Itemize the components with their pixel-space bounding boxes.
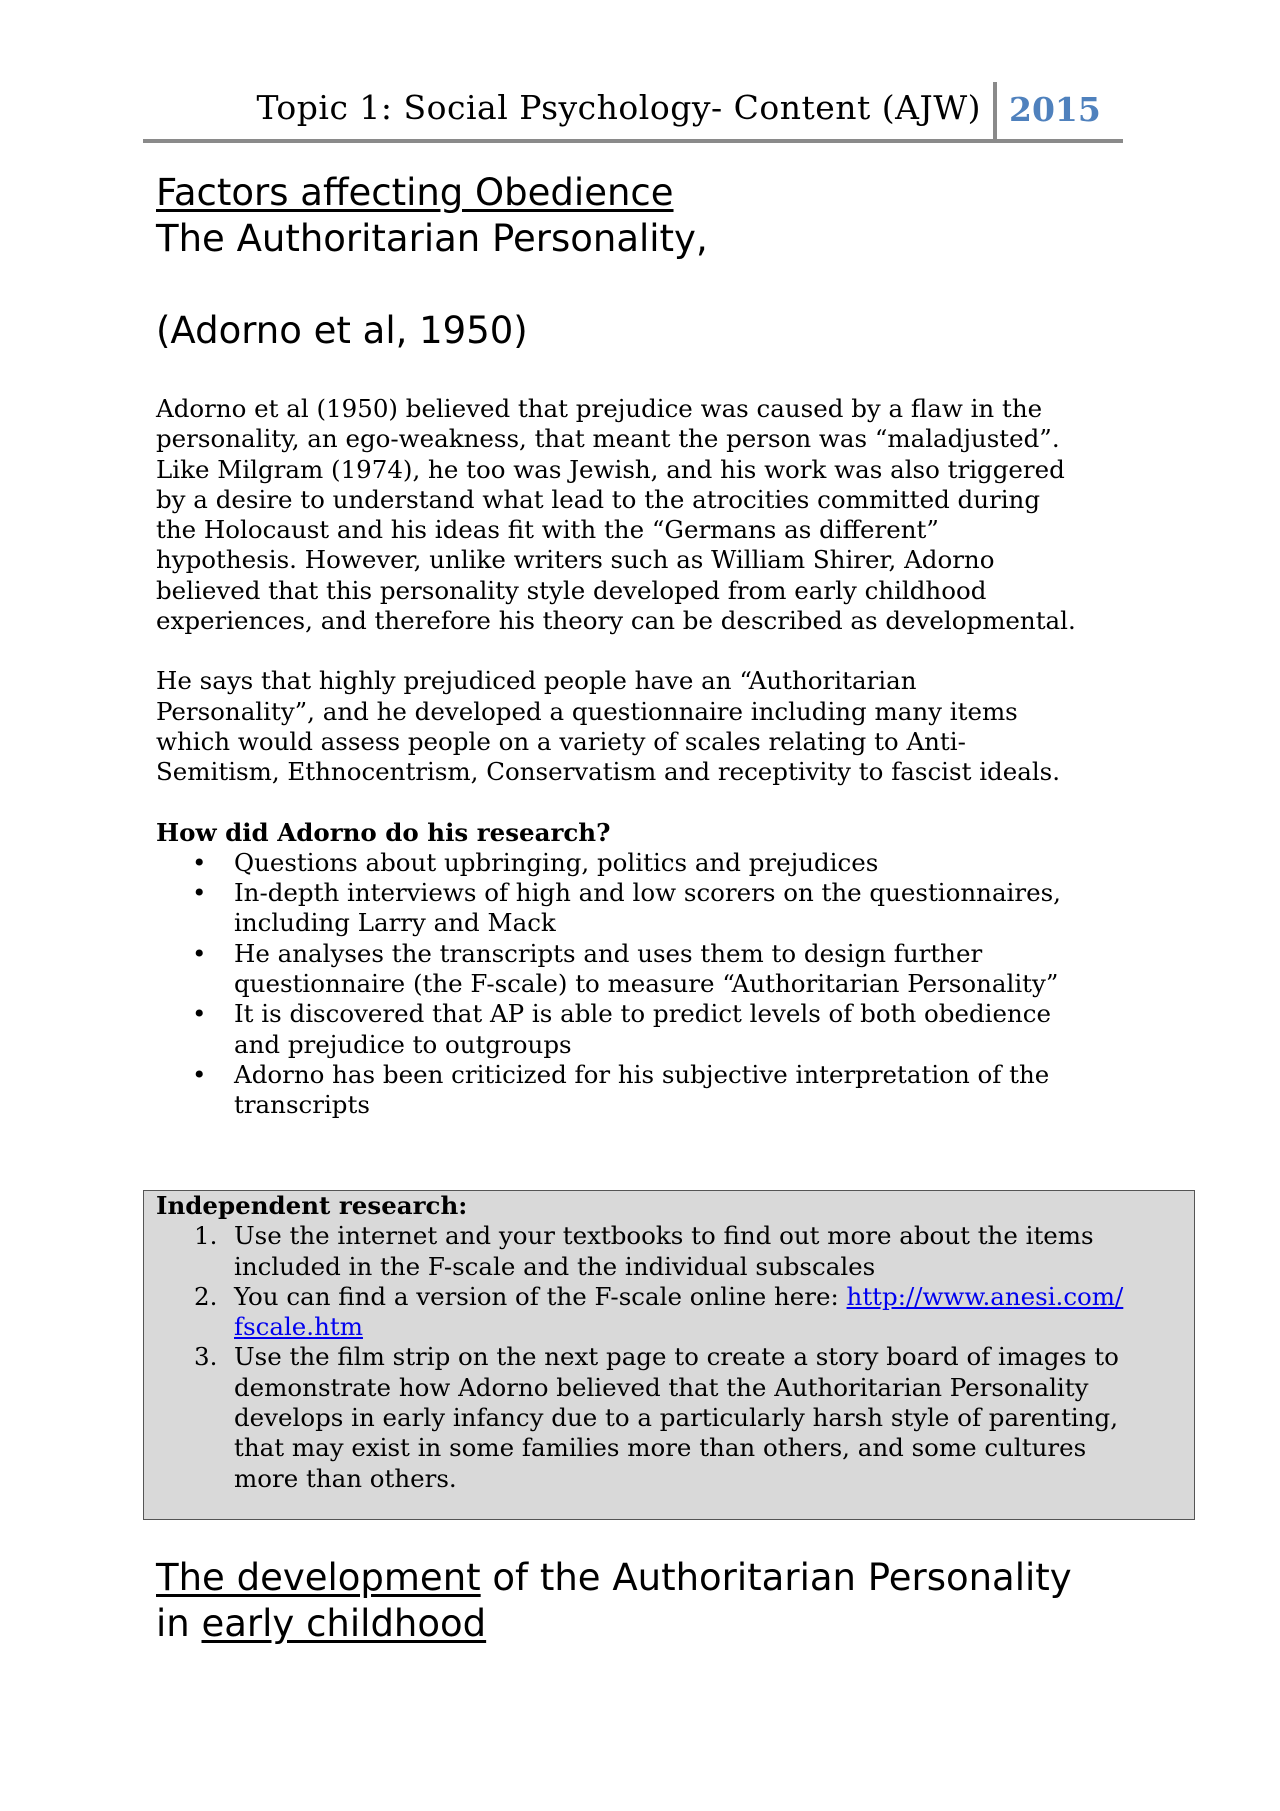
list-number: 1.	[194, 1221, 218, 1251]
list-number: 3.	[194, 1342, 218, 1372]
list-item: • Adorno has been criticized for his subjective interpretation of the transcripts	[192, 1059, 1050, 1120]
header-title: Topic 1: Social Psychology- Content (AJW)	[256, 88, 981, 127]
paragraph-line: believed that this personality style developed from early childhood	[156, 575, 987, 605]
independent-research-box	[143, 1190, 1195, 1520]
header-year: 2015	[1009, 90, 1101, 129]
heading-development-part4: early childhood	[201, 1602, 487, 1645]
bullet-icon: •	[192, 1059, 207, 1089]
heading-development-part1: The development	[156, 1556, 481, 1599]
paragraph-2	[156, 666, 1156, 787]
list-item: • In-depth interviews of high and low scorers on the questionnaires, including Larry and Mack	[192, 878, 1061, 938]
paragraph-line: the Holocaust and his ideas fit with the “Germans as different”	[156, 515, 939, 545]
main-content	[156, 170, 1156, 1121]
paragraph-line: experiences, and therefore his theory can be described as developmental.	[156, 606, 1076, 636]
independent-research-list	[156, 1221, 1186, 1494]
heading-authoritarian: The Authoritarian Personality,	[156, 217, 708, 260]
list-number: 2.	[194, 1281, 218, 1311]
bullet-icon: •	[192, 878, 207, 908]
header-divider	[993, 82, 997, 139]
heading-development-part2: of the Authoritarian Personality	[480, 1556, 1072, 1599]
list-item: • It is discovered that AP is able to predict levels of both obedience and prejudice to outgroups	[192, 999, 1051, 1059]
page-header	[143, 82, 1123, 142]
research-method-list	[156, 848, 1156, 1121]
paragraph-line: Like Milgram (1974), he too was Jewish, and his work was also triggered	[156, 454, 1065, 484]
bullet-icon: •	[192, 938, 207, 968]
paragraph-1	[156, 394, 1156, 636]
list-item: • Questions about upbringing, politics and prejudices	[192, 847, 879, 877]
heading-citation: (Adorno et al, 1950)	[156, 309, 528, 352]
fscale-link-continued[interactable]: fscale.htm	[234, 1312, 363, 1342]
header-rule	[143, 139, 1123, 143]
heading-factors: Factors affecting Obedience	[156, 171, 674, 214]
research-method-heading: How did Adorno do his research?	[156, 817, 611, 847]
list-item: 3. Use the film strip on the next page to create a story board of images to demonstrate how Adorno believed that the Authoritarian Personality develops in early infancy due to a particularly harsh style of parenting, that may exist in some families more than others, and some cultures more than others.	[194, 1342, 1119, 1493]
bullet-icon: •	[192, 999, 207, 1029]
list-item: • He analyses the transcripts and uses them to design further questionnaire (the F-scale) to measure “Authoritarian Personality”	[192, 938, 1059, 999]
paragraph-line: which would assess people on a variety of scales relating to Anti-	[156, 726, 966, 756]
independent-research-heading: Independent research:	[156, 1191, 468, 1220]
bullet-icon: •	[192, 847, 207, 877]
heading-development-part3: in	[156, 1602, 202, 1645]
paragraph-line: Personality”, and he developed a questionnaire including many items	[156, 696, 1018, 726]
list-item: 2. You can find a version of the F-scale online here: http://www.anesi.com/ fscale.htm	[194, 1281, 1124, 1342]
paragraph-line: by a desire to understand what lead to the atrocities committed during	[156, 484, 1041, 514]
paragraph-line: Semitism, Ethnocentrism, Conservatism and receptivity to fascist ideals.	[156, 757, 1061, 787]
paragraph-line: He says that highly prejudiced people have an “Authoritarian	[156, 666, 917, 696]
paragraph-line: personality, an ego-weakness, that meant the person was “maladjusted”.	[156, 424, 1060, 454]
fscale-link[interactable]: http://www.anesi.com/	[846, 1281, 1124, 1311]
list-item: 1. Use the internet and your textbooks to find out more about the items included in the F-scale and the individual subscales	[194, 1221, 1094, 1281]
paragraph-line: hypothesis. However, unlike writers such as William Shirer, Adorno	[156, 545, 995, 575]
heading-development	[156, 1555, 1206, 1647]
paragraph-line: Adorno et al (1950) believed that prejudice was caused by a flaw in the	[156, 394, 1043, 423]
